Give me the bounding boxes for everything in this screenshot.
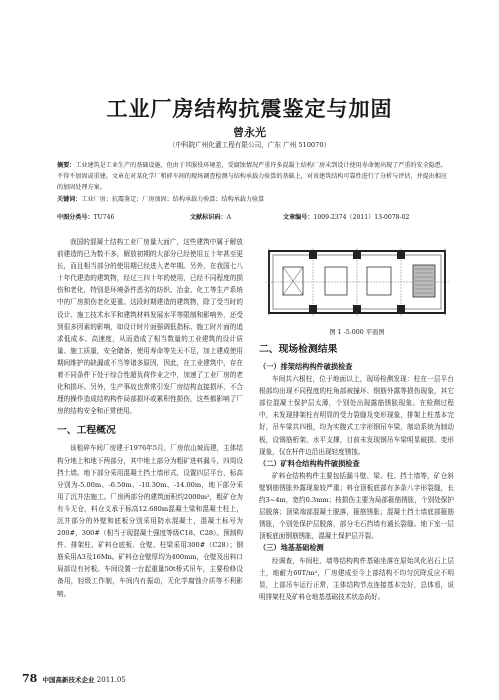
keywords-label: 关键词：	[57, 195, 82, 203]
doc-label: 文献标识码：	[190, 214, 227, 221]
silo-paragraph: 矿料仓结构构件主要包括漏斗壁、梁、柱、挡土墙等，矿仓斜壁钢筋锈胀外露现象较严重；料仓顶板底部有多条八字形裂缝，长约3~4m，宽约0.3mm；枝损伤主要为局部箍筋锈胀，个别处保护层脱落；顶梁端部混凝土脱落，箍筋锈胀；混凝土挡土墙底部箍筋锈胀，个别处保护层脱落，部分毛石挡墙有通长裂缝。地下室一层顶板底面钢筋锈胀，混凝土保护层开裂。	[259, 471, 454, 541]
paper-title: 工业厂房结构抗震鉴定与加固	[106, 96, 393, 121]
section-heading-inspection: 二、现场检测结果	[259, 344, 338, 355]
keywords-text: 工业厂房；抗震鉴定；厂房加固；结构承载力验算；结构承载力验算	[81, 195, 265, 203]
abstract-block	[57, 160, 450, 205]
author-name: 曾永光	[233, 126, 266, 139]
art-value: 1009-2374（2011）13-0078-02	[313, 214, 410, 221]
section-heading-overview: 一、工程概况	[57, 425, 116, 437]
left-column	[57, 236, 243, 600]
page-number: 78	[22, 672, 38, 685]
article-number	[283, 212, 409, 221]
clc-value: TU746	[93, 214, 115, 221]
author-affiliation: （中科院广州化灌工程有限公司，广东 广州 510070）	[168, 141, 331, 149]
right-column	[259, 343, 454, 603]
floor-plan-figure	[263, 245, 451, 322]
art-label: 文章编号：	[283, 214, 314, 221]
journal-name: 中国高新技术企业	[42, 676, 95, 684]
subheading-bent-frame: （一）排架结构构件破损检查	[259, 362, 353, 371]
clc-label: 中图分类号：	[57, 214, 94, 221]
clc-number	[57, 212, 114, 221]
journal-issue: 2011.05	[96, 676, 126, 684]
subheading-silo: （二）矿料仓结构构件破损检查	[259, 458, 360, 468]
abstract-label: 摘要：	[57, 162, 76, 169]
overview-paragraph: 该租碎车间厂房建于1976年5月，厂房依山坡而建，主体结构分地上和地下两部分，其中地上部分为粗矿进料漏斗，四周设挡土墙。地下部分采用混凝土挡土墙形式，设置四层平台，标高分别为-5.00m、-6.50m、-10.30m、-14.00m，地下部分采用了沉井法施工。厂房两部分的建筑面积约2000m²，粗矿仓为有斗无仓，料仓支承于标高12.680m混凝土梁和混凝土柱上，沉井部分的外壁和底板分别采用防水混凝土，混凝土标号为200#，300#（相当于现混凝土强度等级C18、C28）。预制构件、排架柱、矿料仓底板、仓壁、柱梁采用300#（C28）；钢筋采用A3及16Mn。矿料仓仓壁厚均为400mm，仓壁及出料口局部设有衬板。车间设置一台起重量50t桥式吊车，主要检修设备用，轻级工作制，车间内有振动，无化学腐蚀介质等不利影响。	[57, 444, 243, 598]
subheading-foundation: （三）地基基础检测	[259, 543, 324, 553]
figure-caption: 图 1 -5.000 平面图	[329, 329, 385, 336]
foundation-paragraph: 经调查，车间柱、墙等结构构件基础坐落在原始风化岩石上层土，地耐力60T/m²，厂房建成至今上部结构不均匀沉降反应不明显，上部吊车运行正常，主体结构节点连接基本完好，总体看，说明排架柱及矿料仓地基基础技术状态尚好。	[259, 556, 454, 601]
page-footer	[22, 672, 126, 685]
abstract-text: 工业建筑是工业生产的基础设施，但由于其服役环境差，受腐蚀情况严重许多混凝土结构厂房未到设计使用寿命便出现了严重的安全隐患，不得不加固或重建。文章在对某化学厂租碎车间的现场调查检测与结构承载力验算的基础上，对该建筑结构可靠性进行了分析与评估，并提出相应的加固处理方案。	[57, 162, 447, 192]
intro-paragraph: 我国的混凝土结构工业厂房量大面广，这些建筑中属于解放前建造的已为数不多，解放初期的大部分已经使用五十年甚至更长，而且相当部分的使用期已经进入老年期。另外，在我国七八十年代建造的建筑物，经过三四十年的使用，已经不同程度的损伤和老化，特别是环境条件恶劣的纺织、冶金、化工等生产系统中的厂房损伤老化更重。这段时期建造的建筑物，除了受当时的设计、施工技术水平和建筑材料发展水平等限制和影响外，还受到很多因素的影响，如设计时片面强调低指标、施工时片面的追求低成本、高速度，从而造成了相当数量的工业建筑的设计质量、施工质量，安全储备，使用寿命等先天不足，加上建成使用期间维护的缺漏或不当等诸多原因，因此，在工业建筑中，存在着不同条件下处于综合性超负荷作业之中，加速了工业厂房的老化和损坏。另外，生产事故也常常引发厂房结构直接损坏，不合理的操作造成结构构件局部损坏或累积性损伤，这些都影响了厂房的结构安全和正常使用。	[57, 238, 243, 416]
document-code	[190, 212, 231, 221]
doc-value: A	[226, 214, 231, 221]
bent-frame-paragraph: 车间共六根柱，位于地面以上，现场检测发现：柱在一层平台根部均出现不同程度的柱角部被撞坏、钢筋外露等损伤现象，其它部位混凝土保护层太薄，个别处出现露筋锈胀现象。在检测过程中，未发现排架柱有明显的受力裂缝及变形现象，排架上柱基本完好，吊车梁共四根，均为实腹式工字形钢吊车梁，制动系统为制动板，设钢筋桁架、水平支撑，目前未发现钢吊车梁明显破损、变形现象，仅在杆件边沿出现轻度锈蚀。	[259, 375, 454, 456]
